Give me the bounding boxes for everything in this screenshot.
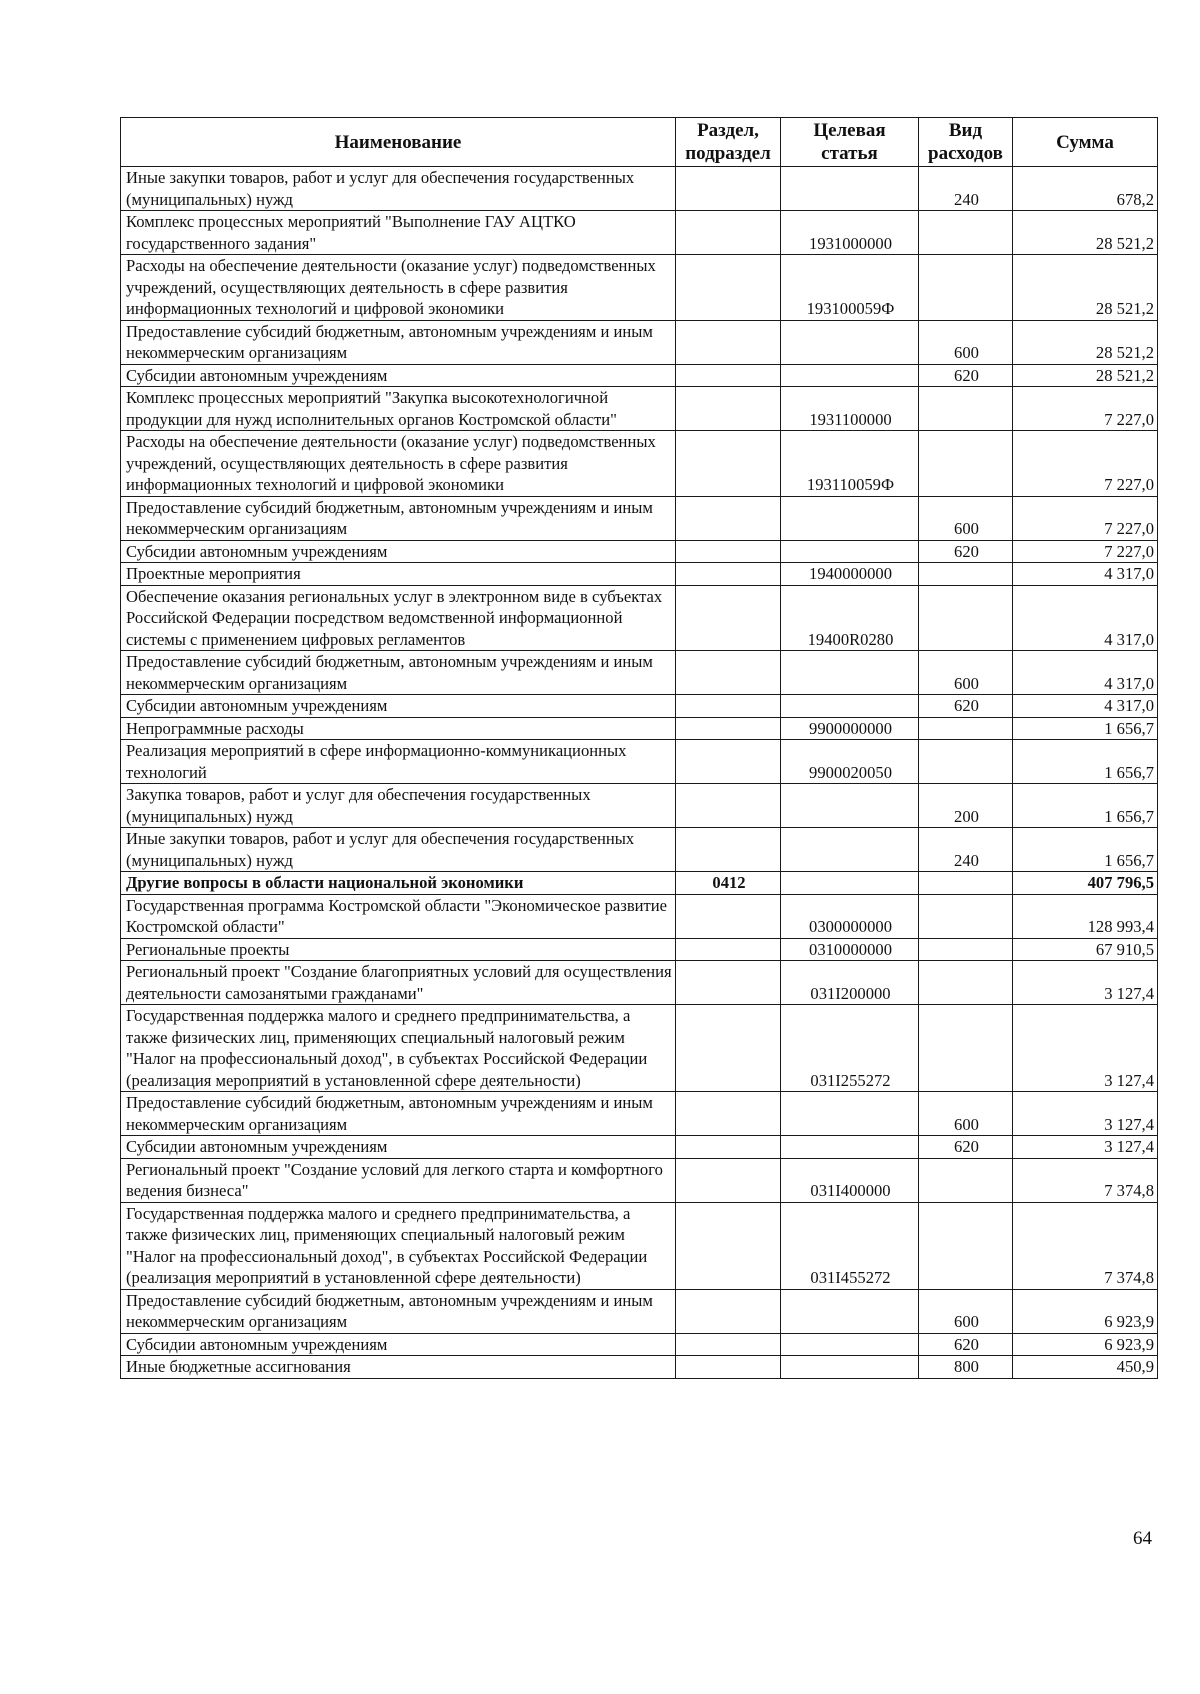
cell-name: Субсидии автономным учреждениям	[121, 1136, 676, 1159]
cell-section	[676, 961, 781, 1005]
cell-target-article: 031I455272	[781, 1202, 919, 1289]
cell-name: Государственная программа Костромской области "Экономическое развитие Костромской области"	[121, 894, 676, 938]
cell-expense-type: 240	[919, 167, 1013, 211]
table-row	[121, 167, 1158, 211]
cell-expense-type: 600	[919, 496, 1013, 540]
cell-name: Другие вопросы в области национальной экономики	[121, 872, 676, 895]
cell-section	[676, 540, 781, 563]
cell-section	[676, 1005, 781, 1092]
cell-name: Комплекс процессных мероприятий "Выполнение ГАУ АЦТКО государственного задания"	[121, 211, 676, 255]
cell-section	[676, 1136, 781, 1159]
cell-name: Реализация мероприятий в сфере информационно-коммуникационных технологий	[121, 740, 676, 784]
cell-expense-type	[919, 894, 1013, 938]
table-row	[121, 364, 1158, 387]
cell-section	[676, 717, 781, 740]
cell-section	[676, 496, 781, 540]
cell-section: 0412	[676, 872, 781, 895]
cell-expense-type	[919, 1005, 1013, 1092]
cell-target-article: 031I200000	[781, 961, 919, 1005]
cell-section	[676, 167, 781, 211]
cell-section	[676, 320, 781, 364]
cell-name: Предоставление субсидий бюджетным, автономным учреждениям и иным некоммерческим организациям	[121, 496, 676, 540]
cell-target-article: 9900000000	[781, 717, 919, 740]
cell-expense-type	[919, 1158, 1013, 1202]
cell-amount: 7 227,0	[1013, 540, 1158, 563]
cell-amount: 28 521,2	[1013, 211, 1158, 255]
cell-section	[676, 651, 781, 695]
cell-target-article	[781, 1092, 919, 1136]
cell-section	[676, 1092, 781, 1136]
cell-amount: 4 317,0	[1013, 585, 1158, 651]
cell-expense-type: 800	[919, 1356, 1013, 1379]
table-header-row	[121, 118, 1158, 167]
table-row	[121, 211, 1158, 255]
header-target: Целевая статья	[781, 118, 919, 167]
cell-section	[676, 431, 781, 497]
table-row	[121, 1289, 1158, 1333]
cell-expense-type: 620	[919, 540, 1013, 563]
cell-target-article: 19400R0280	[781, 585, 919, 651]
cell-name: Проектные мероприятия	[121, 563, 676, 586]
cell-section	[676, 894, 781, 938]
cell-expense-type	[919, 585, 1013, 651]
cell-name: Субсидии автономным учреждениям	[121, 540, 676, 563]
cell-amount: 3 127,4	[1013, 961, 1158, 1005]
cell-section	[676, 784, 781, 828]
cell-target-article	[781, 828, 919, 872]
cell-amount: 678,2	[1013, 167, 1158, 211]
cell-name: Предоставление субсидий бюджетным, автономным учреждениям и иным некоммерческим организациям	[121, 1092, 676, 1136]
budget-table	[120, 117, 1158, 1379]
table-row	[121, 651, 1158, 695]
cell-amount: 1 656,7	[1013, 828, 1158, 872]
cell-expense-type	[919, 1202, 1013, 1289]
cell-name: Региональный проект "Создание условий для легкого старта и комфортного ведения бизнеса"	[121, 1158, 676, 1202]
cell-amount: 7 227,0	[1013, 496, 1158, 540]
cell-target-article	[781, 695, 919, 718]
cell-name: Непрограммные расходы	[121, 717, 676, 740]
cell-target-article	[781, 784, 919, 828]
cell-expense-type	[919, 740, 1013, 784]
table-row	[121, 1005, 1158, 1092]
cell-expense-type: 200	[919, 784, 1013, 828]
cell-name: Комплекс процессных мероприятий "Закупка высокотехнологичной продукции для нужд исполнительных органов Костромской области"	[121, 387, 676, 431]
cell-name: Субсидии автономным учреждениям	[121, 695, 676, 718]
cell-name: Обеспечение оказания региональных услуг в электронном виде в субъектах Российской Федерации посредством ведомственной информационной системы с применением цифровых регламентов	[121, 585, 676, 651]
cell-expense-type: 240	[919, 828, 1013, 872]
cell-amount: 7 374,8	[1013, 1202, 1158, 1289]
table-row	[121, 695, 1158, 718]
cell-expense-type	[919, 872, 1013, 895]
cell-amount: 28 521,2	[1013, 255, 1158, 321]
cell-expense-type: 620	[919, 364, 1013, 387]
cell-amount: 28 521,2	[1013, 320, 1158, 364]
table-row	[121, 740, 1158, 784]
page-number: 64	[1133, 1528, 1152, 1549]
cell-name: Иные закупки товаров, работ и услуг для обеспечения государственных (муниципальных) нужд	[121, 167, 676, 211]
table-row	[121, 828, 1158, 872]
cell-section	[676, 1333, 781, 1356]
cell-section	[676, 585, 781, 651]
cell-section	[676, 740, 781, 784]
cell-section	[676, 938, 781, 961]
cell-section	[676, 1356, 781, 1379]
table-row	[121, 1202, 1158, 1289]
cell-amount: 6 923,9	[1013, 1289, 1158, 1333]
cell-expense-type	[919, 431, 1013, 497]
table-row	[121, 1136, 1158, 1159]
table-row	[121, 784, 1158, 828]
cell-name: Иные закупки товаров, работ и услуг для обеспечения государственных (муниципальных) нужд	[121, 828, 676, 872]
cell-expense-type: 600	[919, 651, 1013, 695]
cell-name: Предоставление субсидий бюджетным, автономным учреждениям и иным некоммерческим организациям	[121, 320, 676, 364]
table-row	[121, 431, 1158, 497]
cell-name: Иные бюджетные ассигнования	[121, 1356, 676, 1379]
cell-target-article: 1931000000	[781, 211, 919, 255]
cell-expense-type: 620	[919, 1333, 1013, 1356]
cell-target-article	[781, 872, 919, 895]
cell-amount: 7 227,0	[1013, 431, 1158, 497]
table-row	[121, 1333, 1158, 1356]
table-row	[121, 961, 1158, 1005]
cell-name: Субсидии автономным учреждениям	[121, 1333, 676, 1356]
cell-section	[676, 387, 781, 431]
table-row	[121, 1158, 1158, 1202]
cell-target-article	[781, 651, 919, 695]
cell-target-article: 031I255272	[781, 1005, 919, 1092]
cell-amount: 4 317,0	[1013, 695, 1158, 718]
header-name: Наименование	[121, 118, 676, 167]
cell-amount: 28 521,2	[1013, 364, 1158, 387]
table-row	[121, 320, 1158, 364]
cell-amount: 3 127,4	[1013, 1136, 1158, 1159]
cell-amount: 4 317,0	[1013, 651, 1158, 695]
cell-amount: 67 910,5	[1013, 938, 1158, 961]
cell-name: Расходы на обеспечение деятельности (оказание услуг) подведомственных учреждений, осуществляющих деятельность в сфере развития информационных технологий и цифровой экономики	[121, 431, 676, 497]
cell-expense-type	[919, 961, 1013, 1005]
cell-expense-type	[919, 255, 1013, 321]
cell-expense-type: 600	[919, 320, 1013, 364]
cell-target-article: 193100059Ф	[781, 255, 919, 321]
table-body	[121, 167, 1158, 1379]
cell-amount: 1 656,7	[1013, 740, 1158, 784]
cell-expense-type: 620	[919, 695, 1013, 718]
table-row	[121, 563, 1158, 586]
cell-target-article	[781, 1356, 919, 1379]
cell-target-article	[781, 320, 919, 364]
cell-amount: 7 374,8	[1013, 1158, 1158, 1202]
cell-target-article: 9900020050	[781, 740, 919, 784]
table-row	[121, 585, 1158, 651]
cell-name: Региональные проекты	[121, 938, 676, 961]
table-row	[121, 1092, 1158, 1136]
table-row	[121, 717, 1158, 740]
cell-target-article: 193110059Ф	[781, 431, 919, 497]
cell-name: Закупка товаров, работ и услуг для обеспечения государственных (муниципальных) нужд	[121, 784, 676, 828]
cell-amount: 3 127,4	[1013, 1092, 1158, 1136]
cell-target-article: 1940000000	[781, 563, 919, 586]
cell-target-article: 0310000000	[781, 938, 919, 961]
cell-name: Государственная поддержка малого и среднего предпринимательства, а также физических лиц, применяющих специальный налоговый режим "Налог на профессиональный доход", в субъектах Российской Федерации (реализация мероприятий в установленной сфере деятельности)	[121, 1202, 676, 1289]
cell-target-article	[781, 496, 919, 540]
cell-expense-type	[919, 211, 1013, 255]
table-row	[121, 387, 1158, 431]
cell-amount: 6 923,9	[1013, 1333, 1158, 1356]
cell-expense-type	[919, 938, 1013, 961]
cell-name: Региональный проект "Создание благоприятных условий для осуществления деятельности самозанятыми гражданами"	[121, 961, 676, 1005]
cell-name: Расходы на обеспечение деятельности (оказание услуг) подведомственных учреждений, осуществляющих деятельность в сфере развития информационных технологий и цифровой экономики	[121, 255, 676, 321]
table-row	[121, 540, 1158, 563]
table-row	[121, 894, 1158, 938]
cell-amount: 3 127,4	[1013, 1005, 1158, 1092]
cell-target-article	[781, 167, 919, 211]
table-row	[121, 1356, 1158, 1379]
cell-amount: 450,9	[1013, 1356, 1158, 1379]
cell-section	[676, 1202, 781, 1289]
cell-target-article	[781, 1136, 919, 1159]
cell-section	[676, 695, 781, 718]
cell-expense-type	[919, 387, 1013, 431]
cell-name: Предоставление субсидий бюджетным, автономным учреждениям и иным некоммерческим организациям	[121, 1289, 676, 1333]
table-row	[121, 938, 1158, 961]
cell-amount: 1 656,7	[1013, 784, 1158, 828]
cell-expense-type	[919, 717, 1013, 740]
cell-expense-type: 600	[919, 1092, 1013, 1136]
cell-target-article	[781, 364, 919, 387]
cell-amount: 7 227,0	[1013, 387, 1158, 431]
header-amount: Сумма	[1013, 118, 1158, 167]
cell-amount: 128 993,4	[1013, 894, 1158, 938]
table-row	[121, 255, 1158, 321]
cell-target-article: 1931100000	[781, 387, 919, 431]
cell-target-article: 031I400000	[781, 1158, 919, 1202]
cell-section	[676, 1158, 781, 1202]
cell-target-article	[781, 540, 919, 563]
cell-expense-type: 620	[919, 1136, 1013, 1159]
cell-expense-type: 600	[919, 1289, 1013, 1333]
header-type: Вид расходов	[919, 118, 1013, 167]
cell-name: Государственная поддержка малого и среднего предпринимательства, а также физических лиц, применяющих специальный налоговый режим "Налог на профессиональный доход", в субъектах Российской Федерации (реализация мероприятий в установленной сфере деятельности)	[121, 1005, 676, 1092]
cell-target-article	[781, 1289, 919, 1333]
cell-amount: 1 656,7	[1013, 717, 1158, 740]
cell-section	[676, 1289, 781, 1333]
cell-expense-type	[919, 563, 1013, 586]
cell-section	[676, 828, 781, 872]
header-section: Раздел, подраздел	[676, 118, 781, 167]
cell-amount: 4 317,0	[1013, 563, 1158, 586]
cell-section	[676, 255, 781, 321]
cell-amount: 407 796,5	[1013, 872, 1158, 895]
cell-section	[676, 563, 781, 586]
cell-section	[676, 364, 781, 387]
cell-name: Субсидии автономным учреждениям	[121, 364, 676, 387]
table-row	[121, 872, 1158, 895]
cell-target-article	[781, 1333, 919, 1356]
cell-name: Предоставление субсидий бюджетным, автономным учреждениям и иным некоммерческим организациям	[121, 651, 676, 695]
table-row	[121, 496, 1158, 540]
cell-target-article: 0300000000	[781, 894, 919, 938]
cell-section	[676, 211, 781, 255]
